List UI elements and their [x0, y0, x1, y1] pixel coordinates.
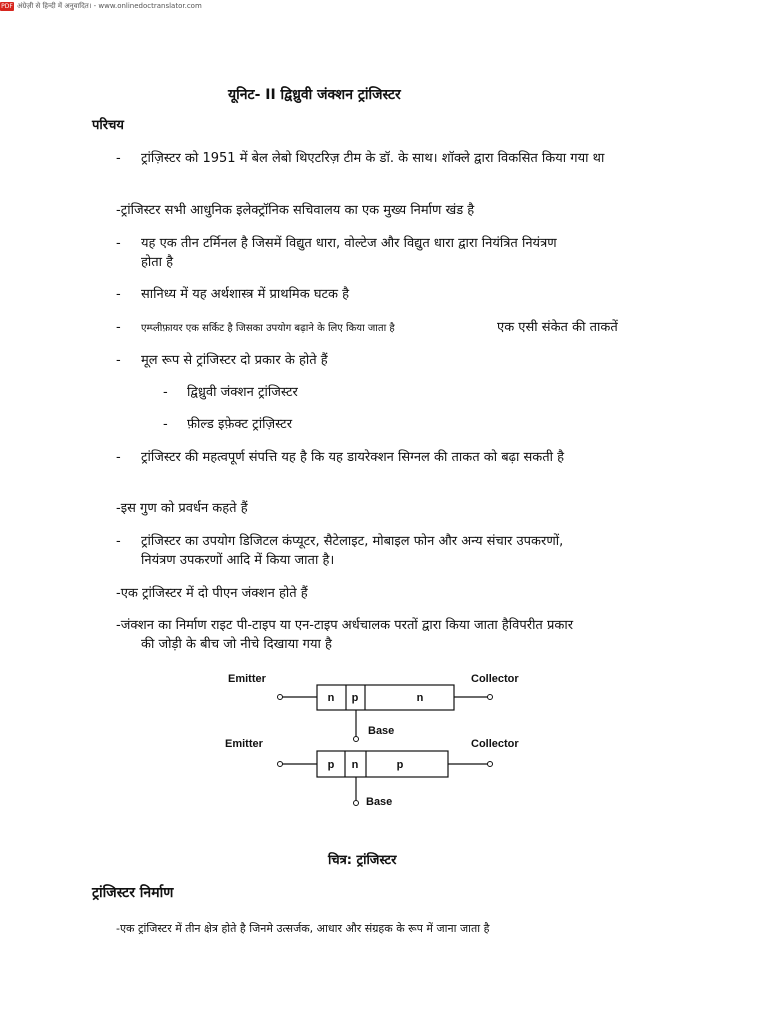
sub-bullet-dash: -	[163, 417, 168, 432]
bullet-dash: -	[116, 450, 121, 465]
line-13a: -जंक्शन का निर्माण राइट पी-टाइप या एन-टाइप अर्धचालक परतों द्वारा किया जाता हैविपरीत प्रकार	[116, 618, 574, 633]
npn-region-2: p	[351, 692, 359, 704]
pnp-collector-terminal	[488, 762, 493, 767]
last-line: -एक ट्रांजिस्टर में तीन क्षेत्र होते है जिनमे उत्सर्जक, आधार और संग्रहक के रूप में जाना जाता है	[116, 922, 490, 935]
line-10: -इस गुण को प्रवर्धन कहते हैं	[116, 501, 248, 516]
bullet-dash: -	[116, 534, 121, 549]
bullet-dash: -	[116, 151, 121, 166]
npn-emitter-label: Emitter	[228, 673, 266, 685]
pnp-body	[317, 751, 448, 777]
line-12: -एक ट्रांजिस्टर में दो पीएन जंक्शन होते हैं	[116, 586, 308, 601]
line-5a: एम्प्लीफ़ायर एक सर्किट है जिसका उपयोग बढ़ाने के लिए किया जाता है	[141, 323, 395, 334]
banner-text[interactable]: अंग्रेज़ी से हिन्दी में अनुवादित। - www.onlinedoctranslator.com	[17, 1, 202, 10]
pnp-region-3: p	[396, 759, 404, 771]
npn-base-label: Base	[368, 725, 395, 737]
pnp-base-terminal	[354, 801, 359, 806]
line-3b: होता है	[141, 255, 174, 270]
sub-bullet-dash: -	[163, 385, 168, 400]
line-1: ट्रांज़िस्टर को 1951 में बेल लेबो थिएटरिज़ टीम के डॉ. के साथ। शॉक्ले द्वारा विकसित किया गया था	[141, 151, 605, 166]
npn-transistor	[228, 673, 519, 742]
pnp-emitter-terminal	[278, 762, 283, 767]
line-5b: एक एसी संकेत की ताकतें	[497, 320, 618, 335]
npn-collector-terminal	[488, 695, 493, 700]
bullet-dash: -	[116, 287, 121, 302]
pdf-logo-icon: PDF	[1, 2, 13, 10]
pnp-region-1: p	[327, 759, 335, 771]
npn-body	[317, 685, 454, 710]
bullet-dash: -	[116, 320, 121, 335]
transistor-diagram	[0, 665, 768, 815]
line-3a: यह एक तीन टर्मिनल है जिसमें विद्युत धारा, वोल्टेज और विद्युत धारा द्वारा नियंत्रित नियंत्रण	[141, 236, 557, 251]
npn-emitter-terminal	[278, 695, 283, 700]
pnp-transistor	[225, 738, 519, 808]
pnp-collector-label: Collector	[471, 738, 519, 750]
line-2: -ट्रांजिस्टर सभी आधुनिक इलेक्ट्रॉनिक सचिवालय का एक मुख्य निर्माण खंड है	[116, 203, 475, 218]
bullet-dash: -	[116, 353, 121, 368]
npn-base-terminal	[354, 737, 359, 742]
translator-banner[interactable]	[0, 0, 202, 12]
pnp-region-2: n	[351, 759, 359, 771]
line-9: ट्रांजिस्टर की महत्वपूर्ण संपत्ति यह है कि यह डायरेक्शन सिग्नल की ताकत को बढ़ा सकती है	[141, 450, 565, 465]
line-11a: ट्रांजिस्टर का उपयोग डिजिटल कंप्यूटर, सैटेलाइट, मोबाइल फोन और अन्य संचार उपकरणों,	[141, 534, 564, 549]
npn-collector-label: Collector	[471, 673, 519, 685]
line-4: सानिध्य में यह अर्थशास्त्र में प्राथमिक घटक है	[141, 287, 350, 302]
line-13b: की जोड़ी के बीच जो नीचे दिखाया गया है	[141, 637, 332, 652]
pnp-emitter-label: Emitter	[225, 738, 263, 750]
page-title: यूनिट- II द्विध्रुवी जंक्शन ट्रांजिस्टर	[228, 87, 401, 103]
line-7: द्विध्रुवी जंक्शन ट्रांजिस्टर	[187, 385, 298, 400]
line-8: फ़ील्ड इफ़ेक्ट ट्रांज़िस्टर	[187, 417, 293, 432]
npn-region-3: n	[416, 692, 424, 704]
line-6: मूल रूप से ट्रांजिस्टर दो प्रकार के होते हैं	[141, 353, 328, 368]
line-11b: नियंत्रण उपकरणों आदि में किया जाता है।	[141, 553, 335, 568]
intro-heading: परिचय	[92, 118, 124, 133]
pnp-base-label: Base	[366, 796, 393, 808]
construction-heading: ट्रांजिस्टर निर्माण	[92, 885, 174, 901]
figure-caption: चित्र: ट्रांजिस्टर	[328, 853, 397, 868]
npn-region-1: n	[327, 692, 335, 704]
bullet-dash: -	[116, 236, 121, 251]
